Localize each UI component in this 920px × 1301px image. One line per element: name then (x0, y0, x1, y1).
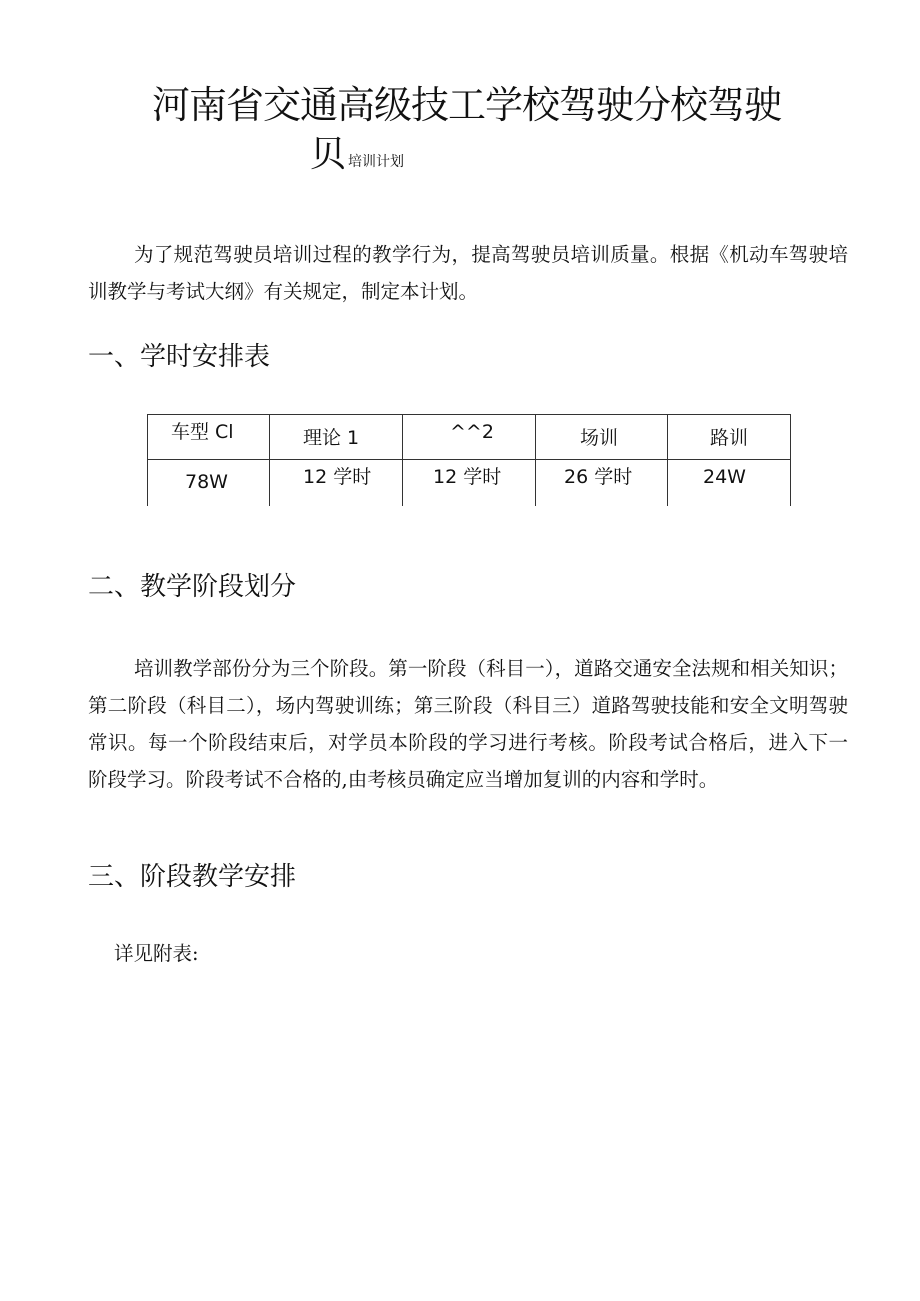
table-border-col5 (790, 414, 791, 506)
stages-paragraph: 培训教学部份分为三个阶段。第一阶段（科目一），道路交通安全法规和相关知识；第二阶段（科目二），场内驾驶训练；第三阶段（科目三）道路驾驶技能和安全文明驾驶常识。每一个阶段结束后，对学员本阶段的学习进行考核。阶段考试合格后，进入下一阶段学习。阶段考试不合格的,由考核员确定应当增加复训的内容和学时。 (88, 657, 848, 791)
table-value-subject2: 12 学时 (433, 466, 502, 488)
table-value-theory: 12 学时 (303, 466, 372, 488)
table-border-top (147, 414, 791, 415)
section-heading-hours: 一、学时安排表 (88, 342, 271, 372)
table-value-field-training: 26 学时 (564, 466, 633, 488)
table-border-col2 (402, 414, 403, 506)
hours-table (147, 414, 791, 506)
title-small-text: 培训计划 (348, 154, 405, 170)
table-border-col1 (269, 414, 270, 506)
section-heading-arrangement: 三、阶段教学安排 (88, 862, 297, 892)
table-header-road-training: 路训 (710, 427, 749, 449)
section-heading-stages: 二、教学阶段划分 (88, 572, 297, 602)
table-header-theory: 理论 1 (303, 427, 360, 449)
appendix-reference: 详见附表: (114, 942, 199, 965)
table-header-vehicle-type: 车型 Cl (171, 421, 234, 443)
table-border-col3 (535, 414, 536, 506)
document-title: 河南省交通高级技工学校驾驶分校驾驶 (152, 83, 782, 127)
table-header-field-training: 场训 (580, 427, 619, 449)
intro-paragraph: 为了规范驾驶员培训过程的教学行为，提高驾驶员培训质量。根据《机动车驾驶培训教学与考试大纲》有关规定，制定本计划。 (88, 243, 848, 303)
table-border-col0 (147, 414, 148, 506)
title-large-glyph: 贝 (310, 134, 347, 175)
table-header-subject2: ^^2 (450, 421, 494, 443)
table-border-col4 (667, 414, 668, 506)
table-value-road-training: 24W (703, 466, 746, 488)
document-title-continuation (310, 133, 404, 177)
table-border-middle (147, 459, 791, 460)
table-value-total: 78W (185, 471, 228, 493)
